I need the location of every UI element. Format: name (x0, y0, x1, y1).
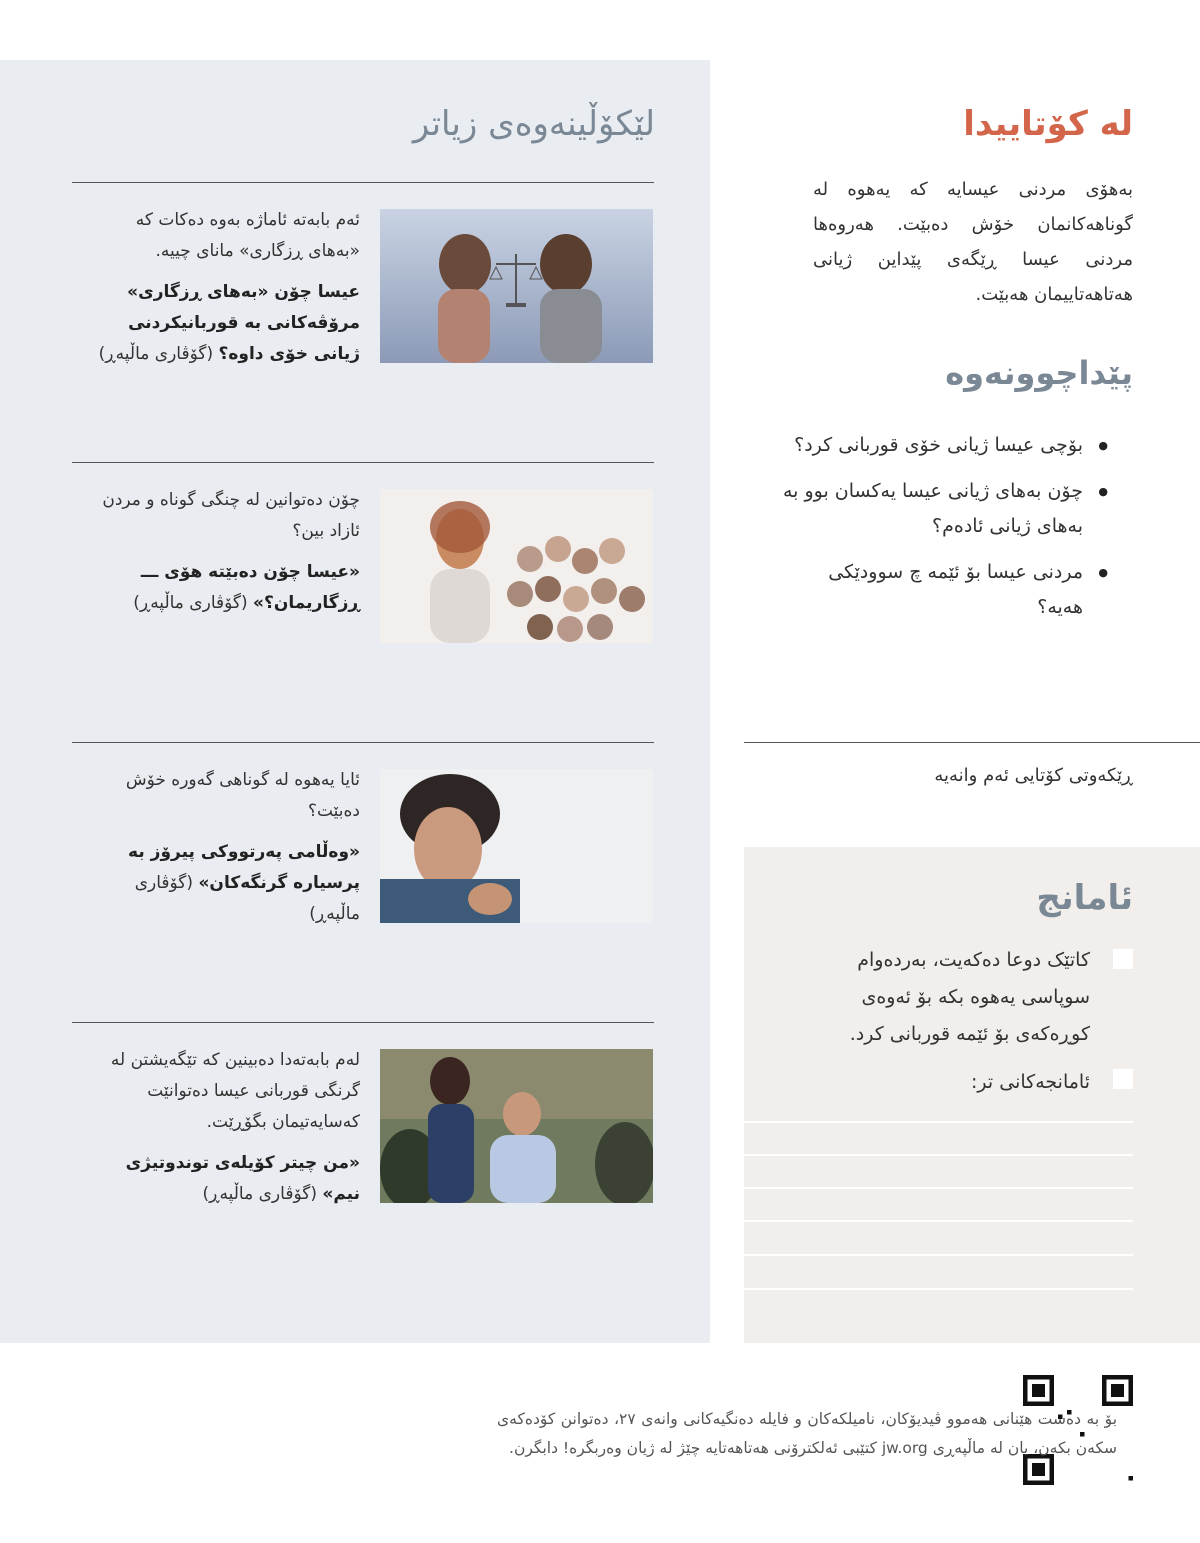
study-item-3-image[interactable] (380, 769, 653, 923)
study-item-question: ئەم بابەتە ئاماژە بەوە دەکات کە «بەهای ڕزگاری» مانای چییە. (135, 210, 360, 261)
study-item-2-image[interactable] (380, 489, 653, 643)
study-item-title-link[interactable]: «عیسا چۆن دەبێتە هۆی ـــ ڕزگاریمان؟» (140, 562, 360, 613)
study-item-1-image[interactable] (380, 209, 653, 363)
study-item-title-link[interactable]: «من چیتر کۆیلەی توندوتیژی نیم» (125, 1153, 360, 1204)
study-item-source: (گۆڤاری ماڵپەڕ) (202, 1184, 317, 1204)
divider (744, 742, 1200, 743)
study-item-title-link[interactable]: «وەڵامی پەرتووکی پیرۆز بە پرسیارە گرنگەکان» (128, 842, 360, 893)
divider (72, 742, 654, 743)
goal-write-line[interactable] (744, 1220, 1133, 1222)
goal-item: ئامانجەکانی تر: (971, 1071, 1090, 1093)
divider (72, 1022, 654, 1023)
study-item-1[interactable] (90, 205, 360, 370)
study-item-question: لەم بابەتەدا دەبینین کە تێگەیشتن لە گرنگی قوربانی عیسا دەتوانێت کەسایەتیمان بگۆڕێت. (110, 1050, 360, 1132)
study-item-title-link[interactable]: عیسا چۆن «بەهای ڕزگاری» مرۆڤەکانی بە قوربانیکردنی ژیانی خۆی داوە؟ (127, 282, 360, 364)
divider (72, 462, 654, 463)
review-heading: پێداچوونەوە (945, 354, 1133, 392)
review-questions (778, 428, 1108, 636)
study-item-source: (گۆڤاری ماڵپەڕ) (98, 344, 214, 364)
goal-item: کاتێک دوعا دەکەیت، بەردەوام سوپاسی یەهوە بکە بۆ ئەوەی کوڕەکەی بۆ ئێمە قوربانی کرد. (849, 949, 1090, 1045)
study-item-question: چۆن دەتوانین لە چنگی گوناه و مردن ئازاد بین؟ (102, 490, 360, 541)
goal-write-line[interactable] (744, 1154, 1133, 1156)
goal-checkbox[interactable] (1113, 1069, 1133, 1089)
study-item-2[interactable] (90, 485, 360, 619)
conclusion-text: بەهۆی مردنی عیسایە کە یەهوە لە گوناهەکانمان خۆش دەبێت. هەروەها مردنی عیسا ڕێگەی پێداین ژیانی هەتاهەتاییمان هەبێت. (813, 179, 1133, 305)
goals-heading: ئامانج (1036, 878, 1133, 918)
study-item-source: (گۆڤاری ماڵپەڕ) (133, 593, 248, 613)
further-study-heading: لێکۆڵینەوەی زیاتر (412, 104, 655, 144)
divider (72, 182, 654, 183)
goal-write-line[interactable] (744, 1121, 1133, 1123)
goal-write-line[interactable] (744, 1288, 1133, 1290)
review-question: ● مردنی عیسا بۆ ئێمە چ سوودێکی هەیە؟ (778, 555, 1108, 625)
review-question: ● بۆچی عیسا ژیانی خۆی قوربانی کرد؟ (778, 428, 1108, 463)
achievement-label: ڕێکەوتی کۆتایی ئەم وانەیە (934, 765, 1133, 786)
goal-write-line[interactable] (744, 1187, 1133, 1189)
goal-checkbox[interactable] (1113, 949, 1133, 969)
study-item-3[interactable] (90, 765, 360, 930)
review-question: ● چۆن بەهای ژیانی عیسا یەکسان بوو بە بەهای ژیانی ئادەم؟ (778, 474, 1108, 544)
study-item-source: (گۆڤاری ماڵپەڕ) (134, 873, 360, 924)
footer-note: بۆ بە دەست هێنانی هەموو ڤیدیۆکان، نامیلکەکان و فایلە دەنگیەکانی وانەی ٢٧، دەتوانن کۆدەکەی سکەن بکەن، یان لە ماڵپەڕی jw.org کتێبی ئەلکترۆنی هەتاهەتایە چێژ لە ژیان وەربگرە! دابگرن. (497, 1410, 1118, 1457)
study-item-4[interactable] (90, 1045, 360, 1210)
study-item-4-image[interactable] (380, 1049, 653, 1203)
study-item-question: ئایا یەهوە لە گوناهی گەورە خۆش دەبێت؟ (125, 770, 360, 821)
conclusion-heading: لە کۆتاییدا (963, 104, 1133, 144)
goal-write-line[interactable] (744, 1254, 1133, 1256)
